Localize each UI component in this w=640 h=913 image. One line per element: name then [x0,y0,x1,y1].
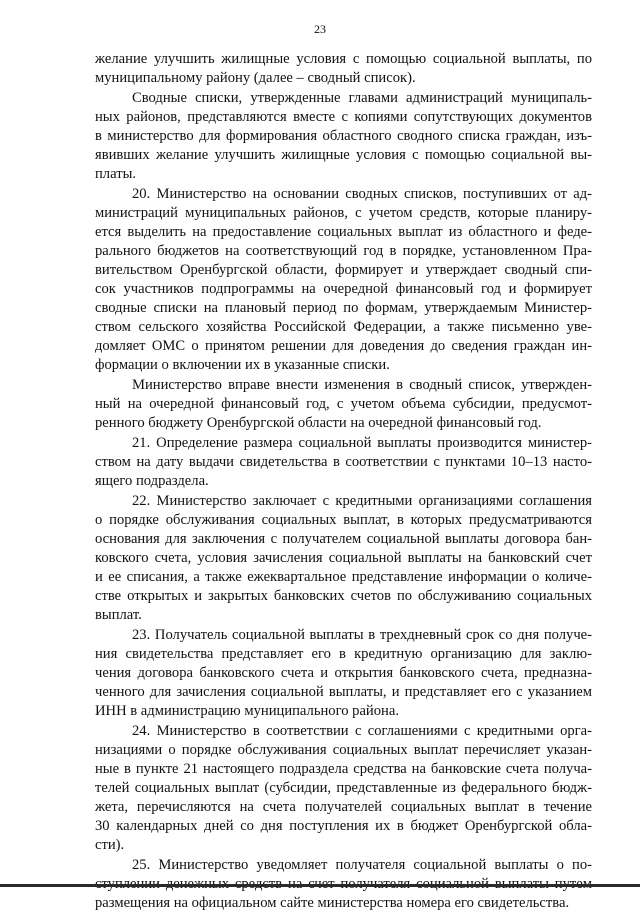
text-line: жета, перечисляются на счета получателей социальных выплат в течение [95,798,592,815]
text-line: основания для заключения с получателем социальной выплаты договора бан- [95,531,592,548]
text-line: домляет ОМС о принятом решении для доведения до сведения граждан ин- [95,337,592,354]
document-body [95,50,592,913]
text-line: чения договора банковского счета и открытия банковского счета, предназна- [95,665,592,681]
text-line: ренного бюджету Оренбургской области на очередной финансовый год. [95,414,542,431]
text-line: ния свидетельства представляет его в кредитную организацию для заклю- [95,646,592,663]
text-line: стве открытых и закрытых банковских счетов по обслуживанию социальных [95,587,592,604]
text-line: явивших желание улучшить жилищные условия с помощью социальной вы- [95,147,592,164]
text-line: ством на дату выдачи свидетельства в соответствии с пунктами 10–13 насто- [95,454,592,471]
text-line: ный на очередной финансовый год, с учетом объема субсидии, предусмот- [95,395,592,412]
text-line: 20. Министерство на основании сводных списков, поступивших от ад- [132,186,592,203]
paragraph [95,89,592,184]
paragraph [95,722,592,854]
text-line: ИНН в администрацию муниципального района. [95,702,399,719]
text-line: 24. Министерство в соответствии с соглашениями с кредитными орга- [132,723,592,740]
text-line: формации о включении их в указанные списки. [95,356,390,373]
text-line: и ее списания, а также ежеквартальное представление информации о количе- [95,568,592,585]
text-line: сводные списки на плановый период по формам, утверждаемым Министер- [95,299,592,316]
text-line: о порядке обслуживания социальных выплат, в которых предусматриваются [95,512,592,529]
text-line: ящего подраздела. [95,472,209,489]
text-line: муниципальному району (далее – сводный список). [95,69,416,86]
text-line: выплат. [95,606,142,623]
text-line: 23. Получатель социальной выплаты в трехдневный срок со дня получе- [132,627,592,644]
text-line: сти). [95,836,125,853]
text-line: низациями о порядке обслуживания социальных выплат перечисляет указан- [95,742,592,759]
text-line: желание улучшить жилищные условия с помощью социальной выплаты, по [95,51,592,67]
text-line: платы. [95,165,137,182]
paragraph [95,492,592,624]
text-line: ченного для зачисления социальной выплаты, и представляет его с указанием [95,683,592,700]
text-line: вительством Оренбургской области, формирует и утверждает сводный спи- [95,261,592,278]
text-line: рального бюджетов на соответствующий год в порядке, установленном Пра- [95,243,592,260]
text-line: размещения на официальном сайте министерства номера его свидетельства. [95,894,570,911]
text-line: Сводные списки, утвержденные главами администраций муниципаль- [132,90,592,107]
text-line: ковского счета, условия зачисления социальной выплаты на банковский счет [95,550,592,567]
bottom-divider [0,884,640,887]
text-line: 22. Министерство заключает с кредитными организациями соглашения [132,493,592,510]
paragraph [95,626,592,721]
text-line: 30 календарных дней со дня поступления их в бюджет Оренбургской обла- [95,817,592,834]
text-line: Министерство вправе внести изменения в сводный список, утвержден- [132,376,592,393]
text-line: телей социальных выплат (субсидии, представленные из федерального бюдж- [95,779,592,796]
page-number: 23 [314,22,326,36]
text-line: ные в пункте 21 настоящего подраздела средства на банковские счета получа- [95,761,592,778]
text-line: в министерство для формирования областного сводного списка граждан, изъ- [95,128,592,145]
text-line: ных районов, представляются вместе с копиями сопутствующих документов [95,109,592,126]
text-line: министраций муниципальных районов, с учетом средств, которые планиру- [95,205,592,222]
paragraph [95,185,592,374]
text-line: 21. Определение размера социальной выплаты производится министер- [132,435,592,452]
text-line: ством сельского хозяйства Российской Федерации, а также письменно уве- [95,318,592,335]
paragraph [95,376,592,433]
paragraph [95,50,592,88]
paragraph [95,434,592,491]
text-line: сок участников подпрограммы на очередной финансовый год и формирует [95,280,592,297]
text-line: 25. Министерство уведомляет получателя социальной выплаты о по- [132,857,592,874]
text-line: ется выделить на предоставление социальных выплат из областного и феде- [95,224,592,241]
